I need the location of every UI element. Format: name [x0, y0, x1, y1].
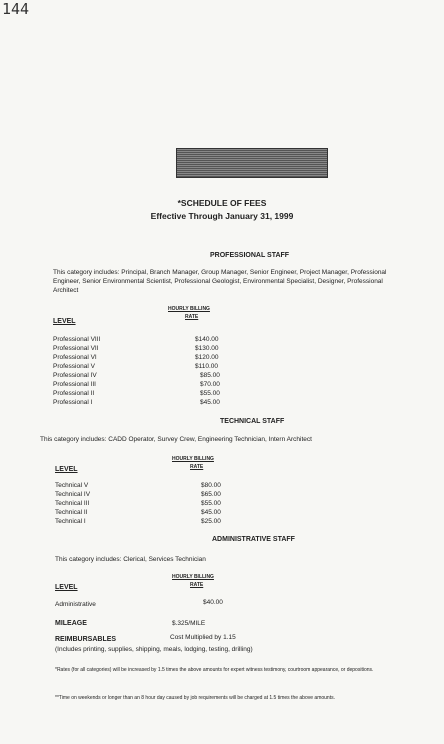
- professional-rate-header-2: RATE: [185, 314, 199, 320]
- table-row: [55, 508, 255, 517]
- document-title: *SCHEDULE OF FEES: [177, 198, 267, 208]
- table-row: [53, 344, 253, 353]
- administrative-rate-header-2: RATE: [190, 582, 204, 588]
- table-row: [53, 398, 253, 407]
- mileage-label: MILEAGE: [55, 620, 87, 627]
- table-row: [55, 481, 255, 490]
- rate-cell: $70.00: [200, 381, 220, 388]
- level-cell: Professional VII: [53, 345, 99, 352]
- level-cell: Professional VIII: [53, 336, 101, 343]
- table-row: [53, 371, 253, 380]
- administrative-row-rate: $40.00: [203, 599, 223, 606]
- table-row: [53, 389, 253, 398]
- rate-cell: $45.00: [201, 509, 221, 516]
- table-row: [55, 490, 255, 499]
- level-cell: Technical III: [55, 500, 90, 507]
- rate-cell: $110.00: [195, 363, 219, 370]
- mileage-value: $.325/MILE: [172, 620, 206, 627]
- level-cell: Professional II: [53, 390, 95, 397]
- rate-cell: $140.00: [195, 336, 219, 343]
- administrative-level-header: LEVEL: [55, 584, 78, 591]
- document-subtitle: Effective Through January 31, 1999: [150, 211, 294, 221]
- administrative-heading: ADMINISTRATIVE STAFF: [212, 536, 295, 543]
- level-cell: Professional IV: [53, 372, 97, 379]
- level-cell: Professional V: [53, 363, 95, 370]
- professional-includes: This category includes: Principal, Branch Manager, Group Manager, Senior Engineer, Project Manager, Professional Engineer, Senior Environmental Scientist, Professional Geologist, Environmental Specialist, Designer, Professional Architect: [53, 269, 387, 294]
- level-cell: Technical I: [55, 518, 86, 525]
- table-row: [53, 353, 253, 362]
- rate-cell: $25.00: [201, 518, 221, 525]
- footnote-2: **Time on weekends or longer than an 8 hour day caused by job requirements will be charged at 1.5 times the above amounts.: [55, 695, 335, 701]
- reimbursables-label: REIMBURSABLES: [55, 636, 117, 643]
- level-cell: Professional I: [53, 399, 93, 406]
- administrative-rate-header-1: HOURLY BILLING: [172, 574, 214, 580]
- professional-heading: PROFESSIONAL STAFF: [210, 252, 290, 259]
- rate-cell: $85.00: [200, 372, 220, 379]
- technical-rate-header-2: RATE: [190, 464, 204, 470]
- rate-cell: $45.00: [200, 399, 220, 406]
- technical-rate-header-1: HOURLY BILLING: [172, 456, 214, 462]
- rate-cell: $55.00: [200, 390, 220, 397]
- table-row: [53, 362, 253, 371]
- table-row: [53, 380, 253, 389]
- administrative-row-level: Administrative: [55, 601, 96, 608]
- rate-cell: $55.00: [201, 500, 221, 507]
- level-cell: Professional VI: [53, 354, 97, 361]
- level-cell: Technical V: [55, 482, 89, 489]
- level-cell: Professional III: [53, 381, 96, 388]
- company-logo: [176, 148, 328, 178]
- professional-table: [53, 335, 253, 407]
- administrative-includes: This category includes: Clerical, Services Technician: [55, 556, 206, 563]
- technical-includes: This category includes: CADD Operator, Survey Crew, Engineering Technician, Intern Architect: [40, 436, 312, 443]
- page-number: 144: [2, 0, 30, 18]
- technical-table: [55, 481, 255, 526]
- professional-level-header: LEVEL: [53, 318, 76, 325]
- rate-cell: $80.00: [201, 482, 221, 489]
- technical-heading: TECHNICAL STAFF: [220, 418, 285, 425]
- technical-level-header: LEVEL: [55, 466, 78, 473]
- table-row: [55, 499, 255, 508]
- rate-cell: $120.00: [195, 354, 219, 361]
- table-row: [53, 335, 253, 344]
- professional-rate-header-1: HOURLY BILLING: [168, 306, 210, 312]
- rate-cell: $65.00: [201, 491, 221, 498]
- footnote-1: *Rates (for all categories) will be increased by 1.5 times the above amounts for expert witness testimony, courtroom appearance, or depositions.: [55, 667, 374, 673]
- reimbursables-note: (Includes printing, supplies, shipping, meals, lodging, testing, drilling): [55, 646, 253, 653]
- rate-cell: $130.00: [195, 345, 219, 352]
- level-cell: Technical IV: [55, 491, 91, 498]
- table-row: [55, 517, 255, 526]
- reimbursables-value: Cost Multiplied by 1.15: [170, 634, 236, 641]
- level-cell: Technical II: [55, 509, 88, 516]
